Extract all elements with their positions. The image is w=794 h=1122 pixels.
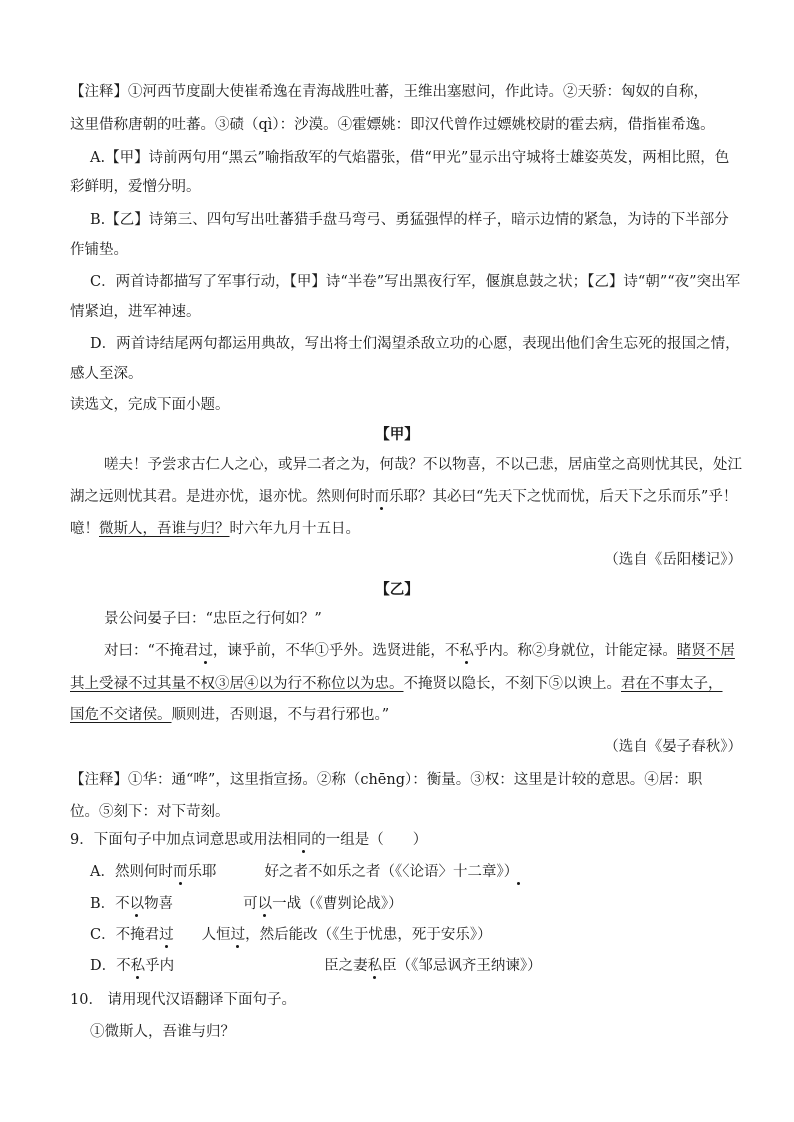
option-b-line1: B.【乙】诗第三、四句写出吐蕃猎手盘马弯弓、勇猛强悍的样子，暗示边情的紧急，为诗的下半部分 [90,212,729,228]
passage-yi-line2: 对曰：“不掩君过，谏乎前，不华①乎外。选贤进能，不私乎内。称②身就位，计能定禄。睹贤不居 [104,643,735,659]
question-9-option-d: D．不私乎内 臣之妻私臣（《邹忌讽齐王纳谏》） [90,958,542,974]
underlined-sentence: 微斯人，吾谁与归？ [99,521,230,537]
passage-yi-line4: 国危不交诸侯。顺则进，否则退，不与君行邪也。” [70,707,390,723]
passage-yi-source: （选自《晏子春秋》） [604,739,742,755]
option-c-line2: 情紧迫，进军神速。 [70,304,201,320]
passage-jia-title: 【甲】 [375,426,419,443]
passage-jia-line2: 湖之远则忧其君。是进亦忧，退亦忧。然则何时而乐耶？其必曰“先天下之忧而忧，后天下之乐而乐”乎！ [70,489,738,505]
question-10-item-1: ①微斯人，吾谁与归？ [90,1024,235,1040]
underlined-sentence: 国危不交诸侯。 [70,707,172,723]
reading-instruction: 读选文，完成下面小题。 [70,397,230,413]
option-d-line2: 感人至深。 [70,366,143,382]
note-yi-line2: 位。⑤刻下：对下苛刻。 [70,804,230,820]
passage-jia-source: （选自《岳阳楼记》） [604,552,742,568]
passage-yi-line1: 景公问晏子曰：“忠臣之行何如？” [104,611,322,627]
note-jia-line2: 这里借称唐朝的吐蕃。③碛（qì）：沙漠。④霍嫖姚：即汉代曾作过嫖姚校尉的霍去病，借指崔希逸。 [70,117,715,133]
note-yi-line1: 【注释】①华：通“哗”，这里指宣扬。②称（chēng）：衡量。③权：这里是计较的意思。④居：职 [70,772,703,788]
option-a-line2: 彩鲜明，爱憎分明。 [70,179,201,195]
question-9-option-b: B．不以物喜 可以一战（《曹刿论战》） [90,896,403,912]
option-d-line1: D．两首诗结尾两句都运用典故，写出将士们渴望杀敌立功的心愿，表现出他们舍生忘死的报国之情， [90,336,740,352]
underlined-sentence: 君在不事太子， [621,676,723,692]
passage-jia-line3: 噫！微斯人，吾谁与归？时六年九月十五日。 [70,521,360,537]
question-9-option-c: C．不掩君过 人恒过，然后能改（《生于忧患，死于安乐》） [90,927,492,943]
note-jia-line1: 【注释】①河西节度副大使崔希逸在青海战胜吐蕃，王维出塞慰问，作此诗。②天骄：匈奴的自称， [70,84,708,100]
question-9-stem: 9．下面句子中加点词意思或用法相同的一组是（ ） [70,832,428,848]
underlined-sentence: 睹贤不居 [676,643,735,659]
underlined-sentence: 其上受禄不过其量不权③居④以为行不称位以为忠。 [70,676,404,692]
option-c-line1: C．两首诗都描写了军事行动，【甲】诗“半卷”写出黑夜行军，偃旗息鼓之状；【乙】诗“朝”“夜”突出军 [90,274,741,290]
question-9-option-a: A．然则何时而乐耶 好之者不如乐之者（《〈论语〉十二章》） [90,864,519,880]
question-10-stem: 10． 请用现代汉语翻译下面句子。 [70,992,297,1008]
passage-yi-line3: 其上受禄不过其量不权③居④以为行不称位以为忠。不掩贤以隐长，不刻下⑤以谀上。君在不事太子， [70,676,723,692]
option-b-line2: 作铺垫。 [70,242,128,258]
passage-yi-title: 【乙】 [375,581,419,598]
option-a-line1: A.【甲】诗前两句用“黑云”喻指敌军的气焰嚣张，借“甲光”显示出守城将士雄姿英发，两相比照，色 [90,150,730,166]
passage-jia-line1: 嗟夫！予尝求古仁人之心，或异二者之为，何哉？不以物喜，不以己悲，居庙堂之高则忧其民，处江 [104,457,742,473]
